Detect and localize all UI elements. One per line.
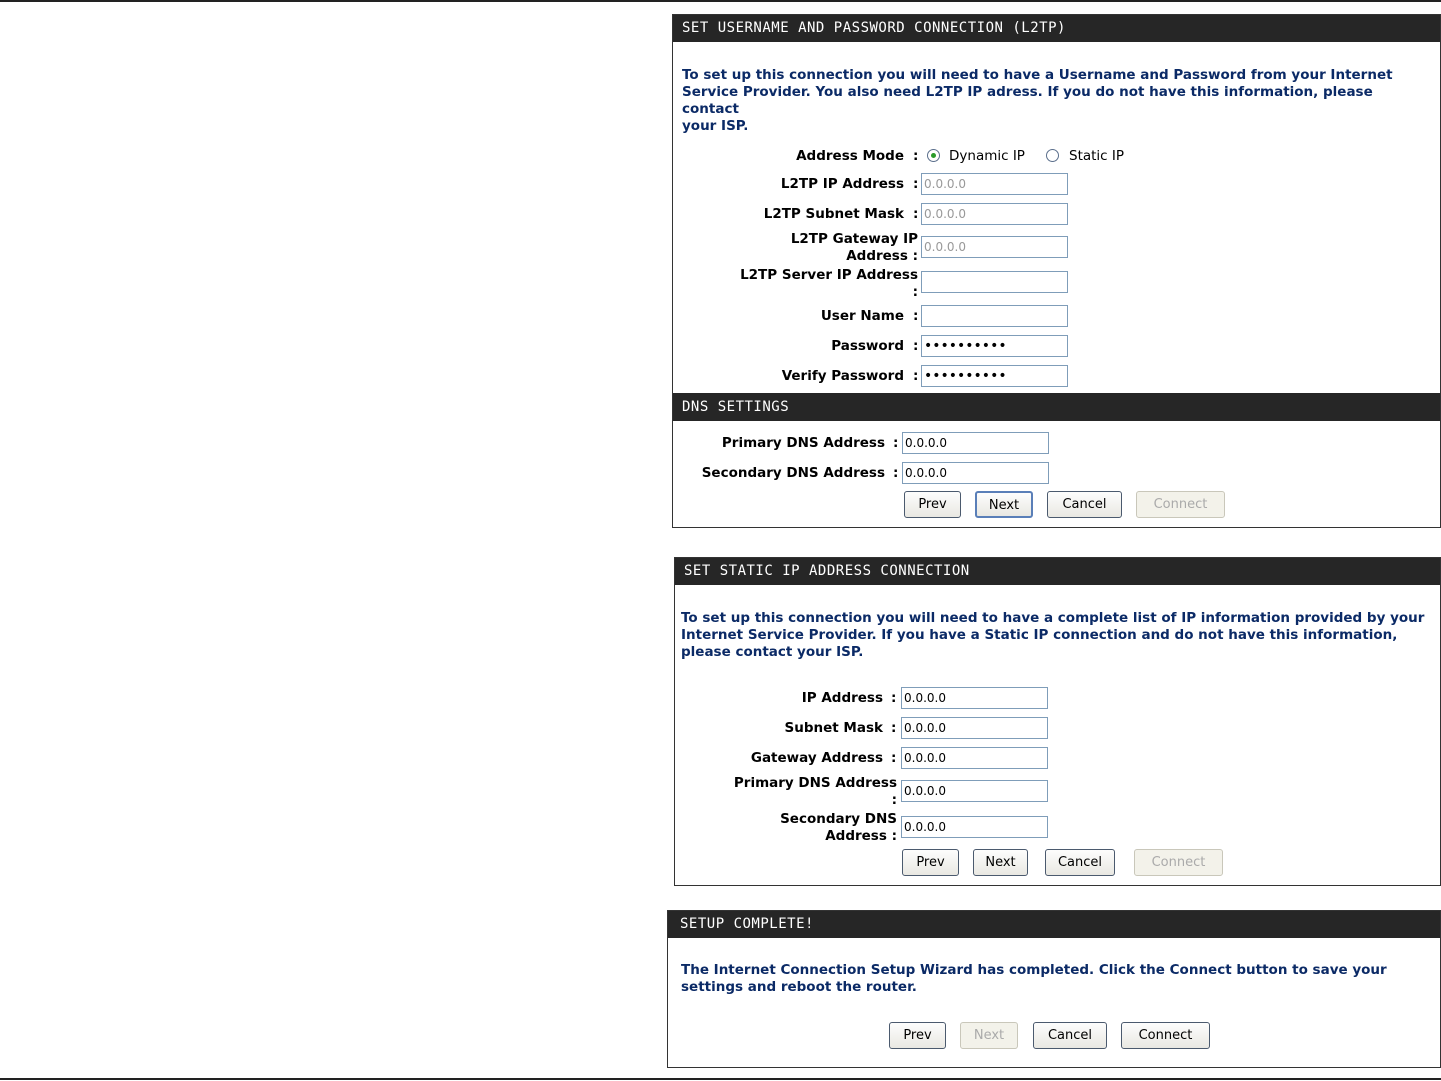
l2tp-intro-text: To set up this connection you will need to have a Username and Password from your Internet Service Provider. You also need L2TP IP adress. If you do not have this information, please contact your ISP. <box>682 67 1393 134</box>
l2tp-ip-address-input[interactable] <box>921 173 1068 195</box>
bottom-rule <box>0 1078 1441 1080</box>
cancel-button[interactable]: Cancel <box>1047 491 1122 518</box>
colon: : <box>913 176 919 192</box>
l2tp-panel-title: SET USERNAME AND PASSWORD CONNECTION (L2TP) <box>673 15 1440 42</box>
password-label: Password <box>831 338 904 354</box>
colon: : <box>891 750 897 766</box>
secondary-dns-label: Secondary DNS Address : <box>780 811 897 844</box>
user-name-label: User Name <box>820 308 904 324</box>
next-button[interactable]: Next <box>973 849 1028 876</box>
colon: : <box>913 368 919 384</box>
verify-password-input[interactable] <box>921 365 1068 387</box>
prev-button[interactable]: Prev <box>902 849 959 876</box>
user-name-input[interactable] <box>921 305 1068 327</box>
next-button[interactable]: Next <box>975 491 1033 518</box>
setup-complete-panel <box>667 910 1441 1068</box>
primary-dns-input[interactable] <box>901 780 1048 802</box>
subnet-mask-label: Subnet Mask <box>784 720 883 736</box>
colon: : <box>891 720 897 736</box>
cancel-button[interactable]: Cancel <box>1045 849 1115 876</box>
l2tp-panel <box>672 14 1441 528</box>
dynamic-ip-label[interactable]: Dynamic IP <box>949 148 1025 164</box>
connect-button[interactable]: Connect <box>1134 849 1223 876</box>
colon: : <box>913 338 919 354</box>
l2tp-ip-address-label: L2TP IP Address <box>780 176 904 192</box>
cancel-button[interactable]: Cancel <box>1033 1022 1107 1049</box>
secondary-dns-label: Secondary DNS Address <box>701 465 885 481</box>
static-ip-radio[interactable] <box>1046 149 1059 162</box>
address-mode-label: Address Mode <box>796 148 904 164</box>
password-input[interactable] <box>921 335 1068 357</box>
l2tp-server-label: L2TP Server IP Address : <box>740 267 918 300</box>
static-ip-label[interactable]: Static IP <box>1069 148 1125 164</box>
top-rule <box>0 0 1441 2</box>
colon: : <box>893 465 899 481</box>
ip-address-input[interactable] <box>901 687 1048 709</box>
gateway-address-label: Gateway Address <box>750 750 883 766</box>
colon: : <box>913 308 919 324</box>
subnet-mask-input[interactable] <box>901 717 1048 739</box>
primary-dns-input[interactable] <box>902 432 1049 454</box>
static-ip-panel-title: SET STATIC IP ADDRESS CONNECTION <box>675 558 1440 585</box>
static-intro-text: To set up this connection you will need to have a complete list of IP information provided by your Internet Service Provider. If you have a Static IP connection and do not have this information, please contact your ISP. <box>681 610 1425 660</box>
colon: : <box>913 148 919 164</box>
next-button[interactable]: Next <box>960 1022 1018 1049</box>
ip-address-label: IP Address <box>801 690 883 706</box>
secondary-dns-input[interactable] <box>902 462 1049 484</box>
connect-button[interactable]: Connect <box>1136 491 1225 518</box>
setup-complete-title: SETUP COMPLETE! <box>668 911 1440 938</box>
prev-button[interactable]: Prev <box>904 491 961 518</box>
dns-settings-title: DNS SETTINGS <box>673 393 1440 421</box>
l2tp-subnet-mask-input[interactable] <box>921 203 1068 225</box>
l2tp-subnet-mask-label: L2TP Subnet Mask <box>763 206 904 222</box>
colon: : <box>891 690 897 706</box>
connect-button[interactable]: Connect <box>1121 1022 1210 1049</box>
l2tp-gateway-label: L2TP Gateway IP Address : <box>790 231 918 264</box>
complete-intro-text: The Internet Connection Setup Wizard has completed. Click the Connect button to save your settings and reboot the router. <box>681 962 1387 995</box>
verify-password-label: Verify Password <box>781 368 904 384</box>
gateway-address-input[interactable] <box>901 747 1048 769</box>
primary-dns-label: Primary DNS Address : <box>733 775 897 808</box>
colon: : <box>893 435 899 451</box>
static-ip-panel <box>674 557 1441 886</box>
dynamic-ip-radio[interactable] <box>927 149 940 162</box>
prev-button[interactable]: Prev <box>889 1022 946 1049</box>
l2tp-server-input[interactable] <box>921 271 1068 293</box>
primary-dns-label: Primary DNS Address <box>721 435 885 451</box>
secondary-dns-input[interactable] <box>901 816 1048 838</box>
colon: : <box>913 206 919 222</box>
l2tp-gateway-input[interactable] <box>921 236 1068 258</box>
